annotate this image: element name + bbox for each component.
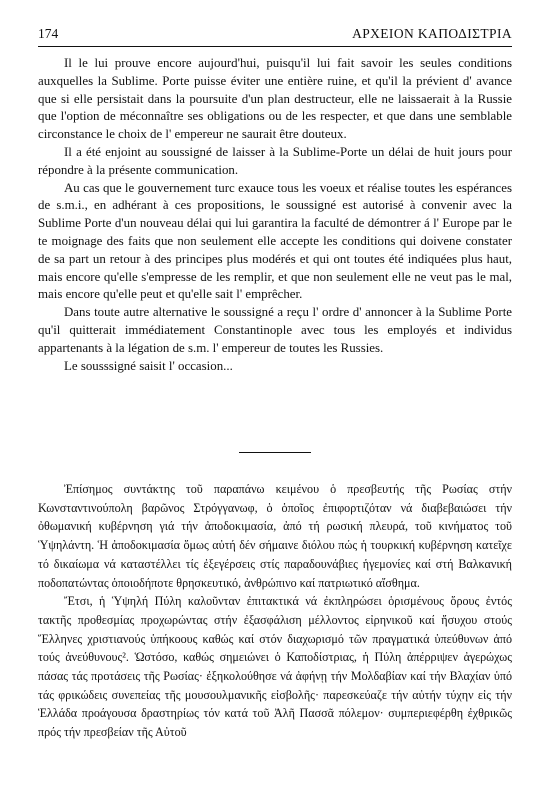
paragraph: Il le lui prouve encore aujourd'hui, puisqu'il lui fait savoir les seules conditions auxquelles la Sublime. Porte puisse éviter une entière ruine, et qu'il la prévient d' avance que si elle persistait dans la poursuite d'un plan destructeur, elle ne laissaerait à la Russie que l'option de méconnaître ses obligations ou de les respecter, et que dans une semblable circonstance le choix de l' empereur ne saurait être douteux. <box>38 56 512 142</box>
commentary-paragraph: Ἔτσι, ἡ Ὑψηλή Πύλη καλοῦνταν ἐπιτακτικά νά ἐκπληρώσει ὁρισμένους ὅρους ἐντός τακτῆς προθεσμίας προχωρώντας στήν ἐξασφάλιση μέλλοντος εἰρηνικοῦ καί ἥσυχου στούς Ἕλληνες χριστιανούς ὑπήκοους καθώς καί στόν διαχωρισμό τῶν πραγματικά ὑπεύθυνων ἀπό τούς ἀνεύθυνους². Ὡστόσο, καθώς σημειώνει ὁ Καποδίστριας, ἡ Πύλη ἀπέρριψεν ἀγερώχως πάσας τάς προτάσεις τῆς Ρωσίας· ἐξηκολούθησε νά ἀφήνῃ τήν Μολδαβίαν καί τήν Βλαχίαν ὑπό τάς φρικώδεις συνεπείας τῆς μουσουλμανικῆς εἰσβολῆς· παρεσκεύαζε τήν αὐτήν τύχην εἰς τήν Ἑλλάδα προάγουσα δραστηρίως τόν κατά τοῦ Ἀλῆ Πασσᾶ πόλεμον· συμπεριεφέρθη ἐχθρικῶς πρός τήν πρεσβείαν τῆς Αὐτοῦ <box>38 594 512 740</box>
page-header <box>38 26 512 46</box>
main-text <box>38 55 512 375</box>
paragraph: Au cas que le gouvernement turc exauce tous les voeux et réalise toutes les espérances de s.m.i., en adhérant à ces propositions, le soussigné est autorisé à convenir avec la Sublime Porte d'un nouveau délai qui lui garantira la faculté de démontrer á l' Europe par le te moignage des faits que non seulement elle accepte les conditions qui doivene constater de sa part un retour à des principes plus modérés et qui ont toutes été indiquées plus haut, mais encore qu'elle s'empresse de les remplir, et que non seulement elle ne veut pas le mal, mais encore qu'elle peut et qu'elle sait l' emprêcher. <box>38 180 512 302</box>
page-number: 174 <box>38 26 59 41</box>
running-head: ΑΡΧΕΙΟΝ ΚΑΠΟΔΙΣΤΡΙΑ <box>352 26 512 41</box>
paragraph: Il a été enjoint au soussigné de laisser à la Sublime-Porte un délai de huit jours pour répondre à la présente communication. <box>38 144 512 177</box>
paragraph: Dans toute autre alternative le soussigné a reçu l' ordre d' annoncer à la Sublime Porte qu'il quitterait immédiatement Constantinople avec tous les employés et individus appartenants à la légation de s.m. l' empereur de toutes les Russies. <box>38 305 512 355</box>
commentary-paragraph: Ἐπίσημος συντάκτης τοῦ παραπάνω κειμένου ὁ πρεσβευτής τῆς Ρωσίας στήν Κωνσταντινούπολη βαρῶνος Στρόγγανωφ, ὁ ὁποῖος ἐπιφορτιζόταν νά διαβεβαιώσει τήν ὀθωμανική κυβέρνηση γιά τήν ἀποδοκιμασία, ἀπό τή ρωσική πλευρά, τοῦ κινήματος τοῦ Ὑψηλάντη. Ἡ ἀποδοκιμασία ὅμως αὐτή δέν σήμαινε διόλου πώς ἡ τουρκική κυβέρνηση κατεῖχε τό δικαίωμα νά καταστέλλει τίς ἐξεγέρσεις στίς παραδουνάβιες ἡγεμονίες καί στή Βαλκανική ποδοπατώντας ὁποιοδήποτε θρησκευτικό, ἀνθρώπινο καί πατριωτικό αἴσθημα. <box>38 482 512 590</box>
header-rule <box>38 46 512 47</box>
section-separator <box>239 452 311 453</box>
commentary-text <box>38 480 512 742</box>
paragraph: Le sousssigné saisit l' occasion... <box>64 358 233 373</box>
